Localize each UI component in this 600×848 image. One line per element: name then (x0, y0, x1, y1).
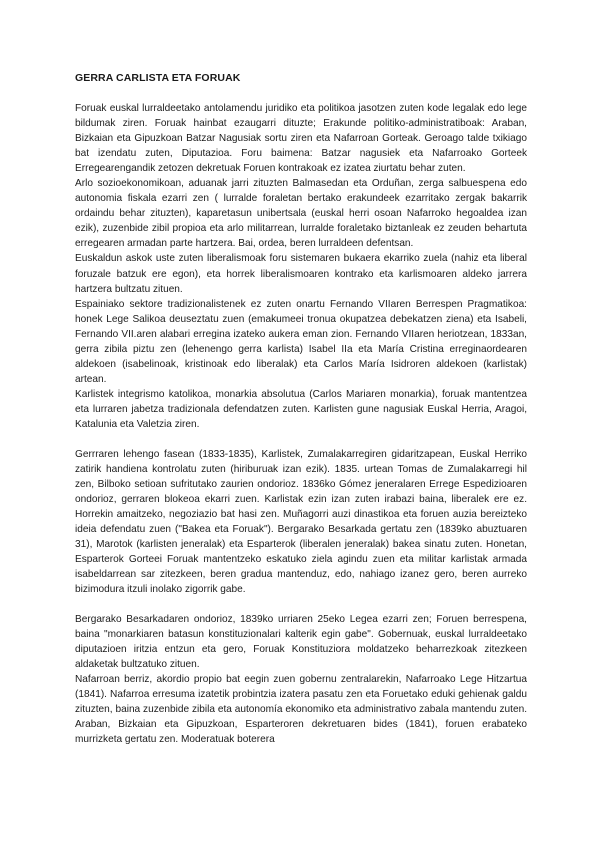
paragraph-foruak: Foruak euskal lurraldeetako antolamendu juridiko eta politikoa jasotzen zuten kode legalak edo lege bildumak ziren. Foruak hainbat ezaugarri dituzte; Erakunde politiko-administratiboak: Araban, Bizkaian eta Gipuzkoan Batzar Nagusiak sortu ziren eta Nafarroan Gorteak. Geroago talde txikiago bat izendatu zuten, Diputazioa. Foru baimena: Batzar nagusiek eta Nafarroako Gorteek Erregearengandik zetozen dekretuak Foruen kontrakoak ez izatea ziurtatu behar zuten. (75, 103, 527, 175)
paragraph-arlo: Arlo sozioekonomikoan, aduanak jarri zituzten Balmasedan eta Orduñan, zerga salbuespena edo autonomia fiskala ezarri zen ( lurralde foraletan bertako erakundeek ezarritako zergak bakarrik ordaindu behar zituzten), kaparetasun unibertsala (euskal herri osoan Nafarroko hegoaldea izan ezik), zuzenbide zibil propioa eta arlo militarrean, lurralde foraletako biztanleak ez zeuden behartuta erregearen armadan parte hartzera. Bai, ordea, beren lurraldeen defentsan. (75, 178, 527, 250)
document-body (75, 101, 527, 747)
paragraph-espainiako: Espainiako sektore tradizionalistenek ez zuten onartu Fernando VIIaren Berrespen Pragmatikoa: honek Lege Salikoa deuseztatu zuen (emakumeei tronua okupatzea debekatzen ziena) eta Isabeli, Fernando VII.aren alabari erregina izateko aukera eman zion. Fernando VIIaren heriotzean, 1833an, gerra zibila piztu zen (lehenengo gerra karlista) Isabel IIa eta María Cristina erreginaordearen aldekoen (isabelinoak, kristinoak edo liberalak) eta Carlos María Isidroren aldekoen (karlistak) artean. (75, 298, 527, 385)
paragraph-karlistek: Karlistek integrismo katolikoa, monarkia absolutua (Carlos Mariaren monarkia), foruak mantentzea eta lurraren jabetza tradizionala defendatzen zuten. Karlisten gune nagusiak Euskal Herria, Aragoi, Katalunia eta Valetzia ziren. (75, 388, 527, 430)
paragraph-bergarako: Bergarako Besarkadaren ondorioz, 1839ko urriaren 25eko Legea ezarri zen; Foruen berrespena, baina "monarkiaren batasun konstituzionalari kalterik egin gabe". Gobernuak, euskal lurraldeetako diputazioen iritzia entzun eta gero, Foruak Konstituziora moldatzeko beharrezkoak zitezkeen aldaketak bultzatuko zituen. (75, 613, 527, 670)
paragraph-euskaldun: Euskaldun askok uste zuten liberalismoak foru sistemaren bukaera ekarriko zuela (nahiz eta liberal foruzale batzuk ere egon), eta horrek liberalismoaren kontrako eta karlismoaren aldeko jarrera hartzera bultzatu zituen. (75, 253, 527, 295)
paragraph-nafarroan: Nafarroan berriz, akordio propio bat eegin zuen gobernu zentralarekin, Nafarroako Lege Hitzartua (1841). Nafarroa erresuma izatetik probintzia izatera pasatu zen eta Foruetako eduki gehienak galdu zituzten, baina zuzenbide zibila eta autonomía ekonomiko eta administrativo zabala mantendu zuten. Araban, Bizkaian eta Gipuzkoan, Esparteroren dekretuaren bides (1841), foruen erabateko murrizketa gertatu zen. Moderatuak boterera (75, 673, 527, 745)
paragraph-gap (75, 432, 527, 447)
page-title: GERRA CARLISTA ETA FORUAK (75, 72, 241, 84)
paragraph-gerrraren: Gerrraren lehengo fasean (1833-1835), Karlistek, Zumalakarregiren gidaritzapean, Euskal Herriko zatirik handiena kontrolatu zuten (hiriburuak izan ezik). 1835. urtean Tomas de Zumalakarregi hil zen, Bilboko setioan sufritutako zaurien ondorioz. 1836ko Gómez jeneralaren Erregе Espedizioaren ondorioz, gerraren blokeoa ekarri zuen. Karlistak ezin izan zuten irabazi baina, liberalek ere ez. Horrekin amaitzeko, negoziazio bat hasi zen. Muñagorri auzi dinastikoa eta foruen auzia bereizteko ideia defendatu zuen ("Bakea eta Foruak"). Bergarako Besarkada gertatu zen (1839ko abuztuaren 31), Marotok (karlisten jeneralak) eta Esparterok (liberalen jeneralak) bakea sinatu zuten. Honetan, Esparterok Gorteei Foruak mantentzeko eskatuko ziela agindu zuen eta militar karlistak armada isabeldarrean sar zitezkeen, beren gradua mantenduz, edo, nahiago izanez gero, beren aurreko bizimodura itzuli inolako zigorrik gabe. (75, 448, 527, 595)
paragraph-gap (75, 597, 527, 612)
